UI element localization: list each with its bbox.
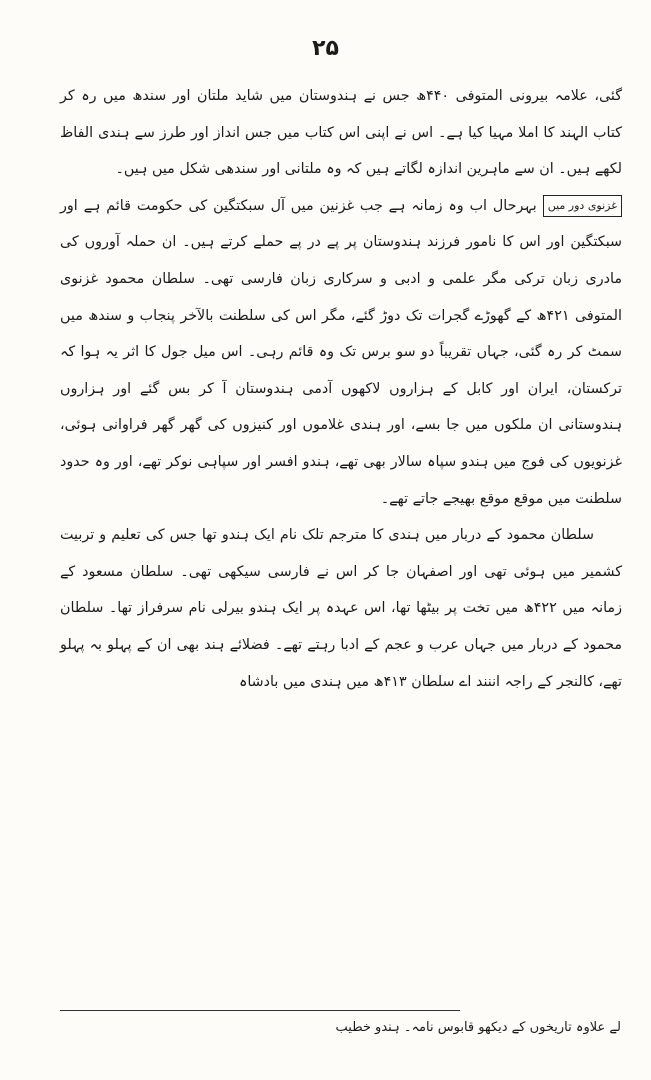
side-heading: غزنوی دور میں — [543, 195, 622, 217]
page-number: ۲۵ — [312, 36, 339, 61]
footnote-rule — [60, 1010, 460, 1011]
paragraph-3: سلطان محمود کے دربار میں ہندی کا مترجم تلک نام ایک ہندو تھا جس کی تعلیم و تربیت کشمیر میں ہوئی تھی اور اصفہان جا کر اس نے فارسی سیکھی تھی۔ سلطان مسعود کے زمانہ میں ۴۲۲ھ میں تخت پر بیٹھا تھا، اس عہدہ پر ایک ہندو بیرلی نام سرفراز تھا۔ سلطان محمود کے دربار میں جہاں عرب و عجم کے ادبا رہتے تھے۔ فضلائے ہند بھی ان کے پہلو بہ پہلو تھے، کالنجر کے راجہ اننند اے سلطان ۴۱۳ھ میں ہندی میں بادشاہ — [60, 527, 622, 690]
paragraph-2-text: بہرحال اب وہ زمانہ ہے جب غزنین میں آل سبکتگین کی حکومت قائم ہے اور سبکتگین اور اس کا نامور فرزند ہندوستان پر پے در پے حملے کرتے ہیں۔ ان حملہ آوروں کی مادری زبان ترکی مگر علمی و ادبی و سرکاری زبان فارسی تھی۔ سلطان محمود غزنوی المتوفی ۴۲۱ھ کے گھوڑے گجرات تک دوڑ گئے، مگر اس کی سلطنت بالآخر پنجاب و سندھ میں سمٹ کر رہ گئی، جہاں تقریباً دو سو برس تک وہ قائم رہی۔ اس میل جول کا اثر یہ ہوا کہ ترکستان، ایران اور کابل کے ہزاروں لاکھوں آدمی ہندوستان آ کر بس گئے اور ہزاروں ہندوستانی ان ملکوں میں جا بسے، اور ہندی غلاموں اور کنیزوں کی گھر گھر فراوانی ہوئی، غزنویوں کی فوج میں ہندو سپاہ سالار بھی تھے، ہندو افسر اور سپاہی نوکر تھے، اور وہ حدود سلطنت میں موقع موقع بھیجے جاتے تھے۔ — [60, 197, 622, 507]
paragraph-1: گئی، علامہ بیرونی المتوفی ۴۴۰ھ جس نے ہندوستان میں شاید ملتان اور سندھ میں رہ کر کتاب الہند کا املا مہیا کیا ہے۔ اس نے اپنی اس کتاب میں جس انداز اور طرز سے ہندی الفاظ لکھے ہیں۔ ان سے ماہرین اندازہ لگاتے ہیں کہ وہ ملتانی اور سندھی شکل میں ہیں۔ — [60, 88, 623, 178]
footnote: لے علاوہ تاریخوں کے دیکھو قابوس نامہ۔ ہندو خطیب — [335, 1020, 621, 1035]
body-text — [60, 78, 622, 700]
paragraph-2 — [60, 188, 622, 517]
